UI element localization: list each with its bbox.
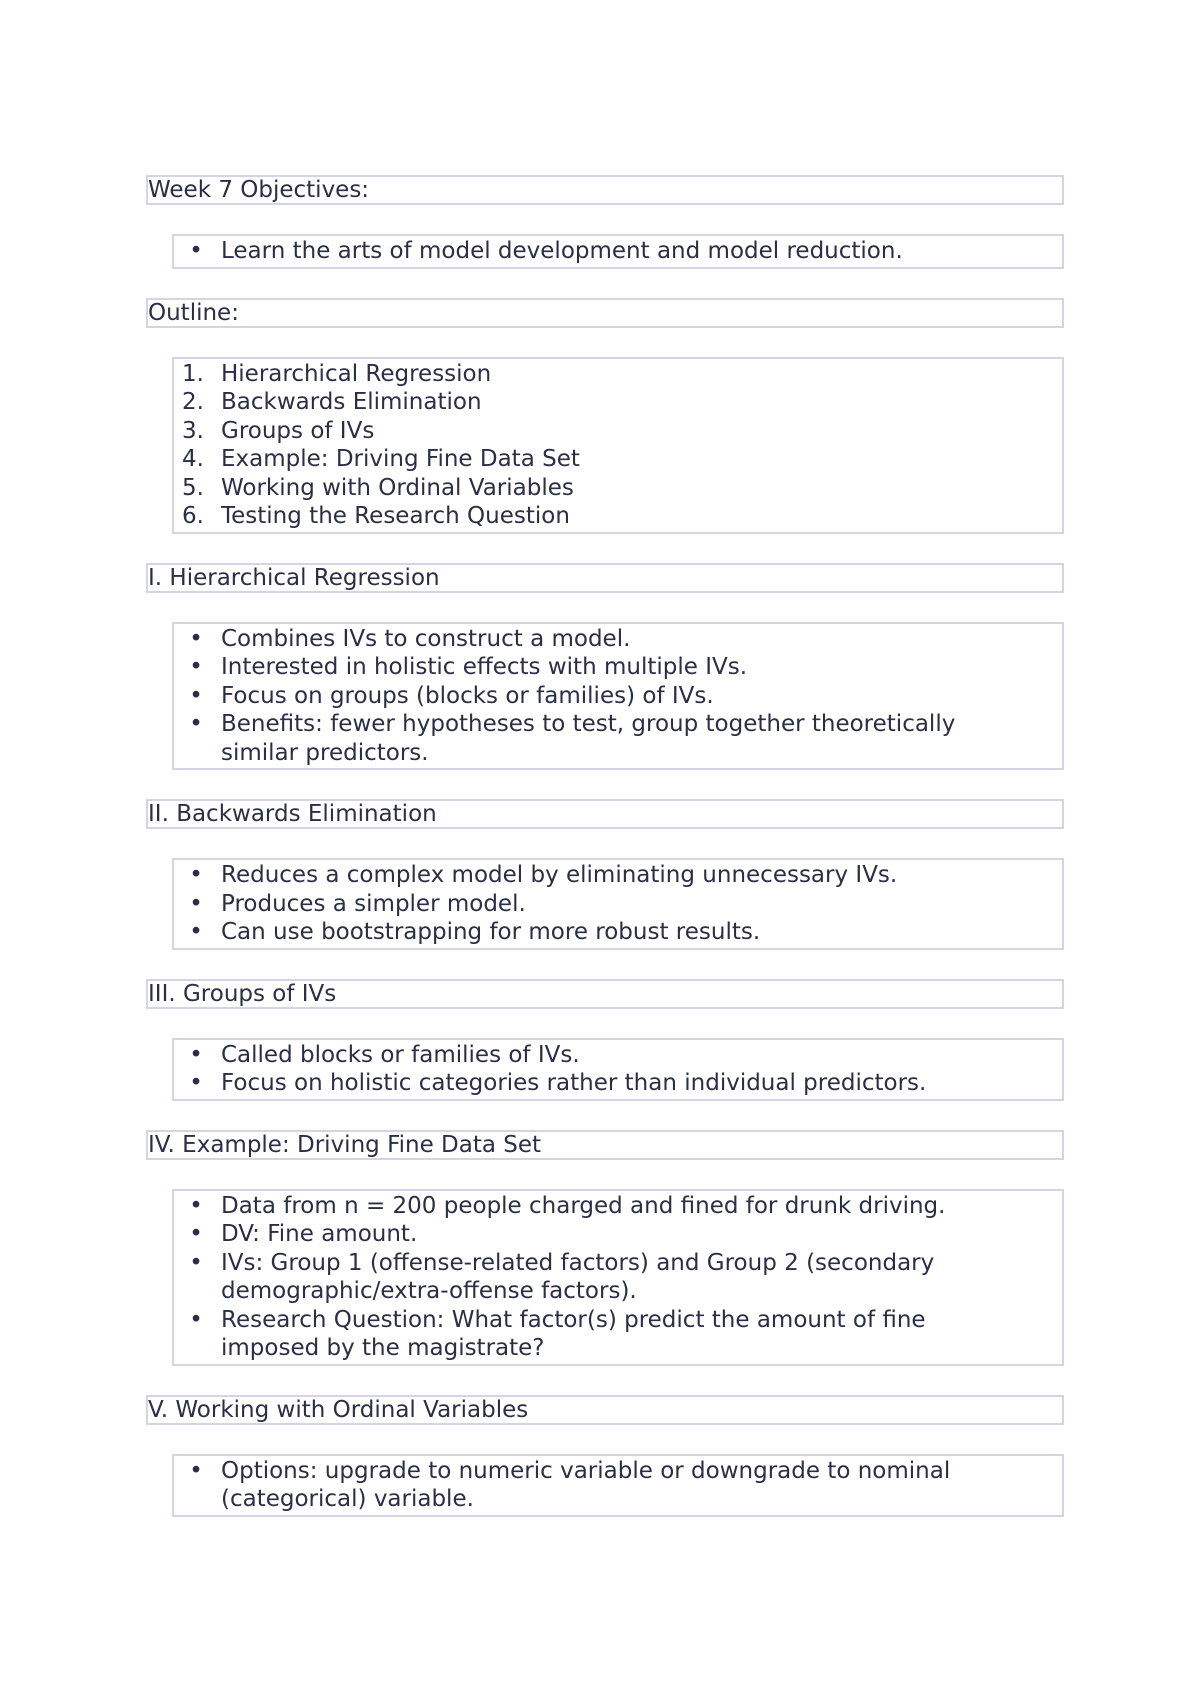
list-item: 5. Working with Ordinal Variables: [182, 474, 574, 501]
list-item: • Interested in holistic effects with multiple IVs.: [174, 653, 1062, 682]
objectives-list: [172, 234, 1064, 269]
outline-list: [172, 357, 1064, 534]
list-item: • Reduces a complex model by eliminating unnecessary IVs.: [174, 861, 1062, 890]
list-item: • Options: upgrade to numeric variable or downgrade to nominal (categorical) variable.: [174, 1457, 1062, 1514]
list-item: • Combines IVs to construct a model.: [174, 625, 1062, 654]
list-item: • Can use bootstrapping for more robust results.: [174, 918, 1062, 947]
document-page: [146, 175, 1064, 1546]
list-item: • Data from n = 200 people charged and fined for drunk driving.: [174, 1192, 1062, 1221]
bullet-icon: •: [189, 1457, 203, 1484]
bullet-icon: •: [189, 238, 203, 264]
section-list-groups-of-ivs: [172, 1038, 1064, 1101]
bullet-icon: •: [189, 890, 203, 917]
bullet-icon: •: [189, 919, 203, 945]
list-item: • Focus on groups (blocks or families) of IVs.: [174, 682, 1062, 711]
bullet-icon: •: [189, 625, 203, 652]
bullet-icon: •: [189, 1041, 203, 1068]
outline-heading: Outline:: [146, 298, 1064, 328]
bullet-icon: •: [189, 1192, 203, 1219]
bullet-icon: •: [189, 711, 203, 737]
section-list-backwards-elimination: [172, 858, 1064, 950]
section-heading-groups-of-ivs: III. Groups of IVs: [146, 979, 1064, 1009]
list-item: • Learn the arts of model development and model reduction.: [174, 237, 1062, 266]
bullet-icon: •: [189, 1070, 203, 1096]
list-item: • DV: Fine amount.: [174, 1220, 1062, 1249]
list-item: • IVs: Group 1 (offense-related factors) and Group 2 (secondary demographic/extra-offense factors).: [174, 1249, 1062, 1306]
bullet-icon: •: [189, 1221, 203, 1247]
list-item: 4. Example: Driving Fine Data Set: [182, 446, 580, 472]
bullet-icon: •: [189, 682, 203, 709]
bullet-icon: •: [189, 654, 203, 680]
section-list-ordinal-variables: [172, 1454, 1064, 1517]
list-item: 1. Hierarchical Regression: [182, 360, 492, 387]
bullet-icon: •: [189, 1306, 203, 1333]
section-heading-ordinal-variables: V. Working with Ordinal Variables: [146, 1395, 1064, 1425]
list-item: • Produces a simpler model.: [174, 890, 1062, 919]
section-heading-backwards-elimination: II. Backwards Elimination: [146, 799, 1064, 829]
list-item: 6. Testing the Research Question: [182, 503, 570, 529]
list-item: • Benefits: fewer hypotheses to test, group together theoretically similar predictors.: [174, 710, 1062, 767]
bullet-icon: •: [189, 862, 203, 888]
list-item: • Focus on holistic categories rather than individual predictors.: [174, 1069, 1062, 1098]
list-item: 3. Groups of IVs: [182, 417, 375, 444]
list-item: • Called blocks or families of IVs.: [174, 1041, 1062, 1070]
objectives-heading: Week 7 Objectives:: [146, 175, 1064, 205]
section-heading-driving-fine-example: IV. Example: Driving Fine Data Set: [146, 1130, 1064, 1160]
list-item: • Research Question: What factor(s) predict the amount of fine imposed by the magistrate?: [174, 1306, 1062, 1363]
section-list-hierarchical-regression: [172, 622, 1064, 771]
list-item: 2. Backwards Elimination: [182, 389, 482, 415]
section-list-driving-fine-example: [172, 1189, 1064, 1366]
section-heading-hierarchical-regression: I. Hierarchical Regression: [146, 563, 1064, 593]
bullet-icon: •: [189, 1249, 203, 1276]
